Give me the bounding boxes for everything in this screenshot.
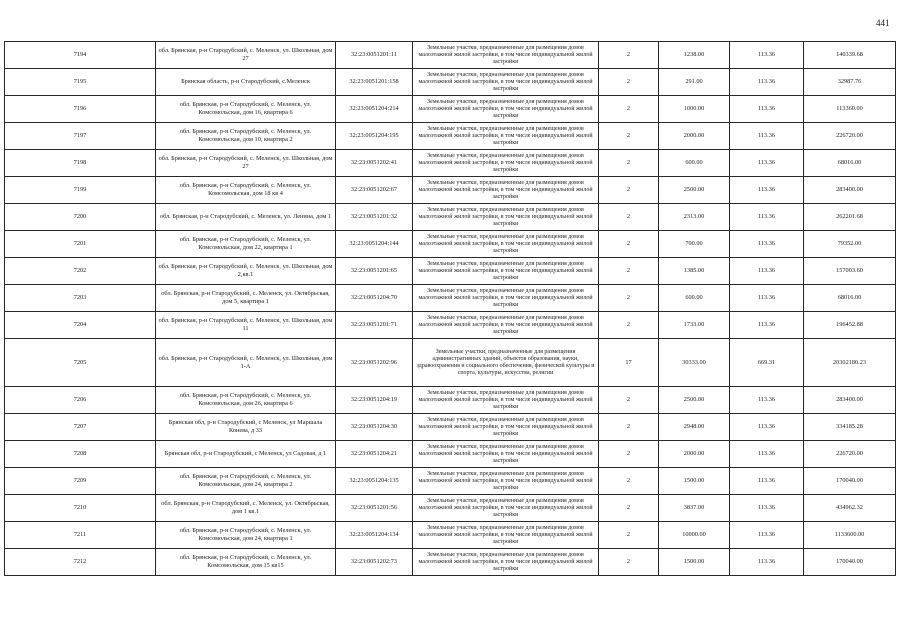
- row-number-cell: 7197: [5, 123, 156, 150]
- address-cell: обл. Брянская, р-н Стародубский, с. Меленск, ул. Октябрьская, дом 1 кв.1: [156, 495, 336, 522]
- group-cell: 2: [599, 123, 659, 150]
- group-cell: 2: [599, 96, 659, 123]
- row-number-cell: 7194: [5, 42, 156, 69]
- address-cell: обл. Брянская, р-н Стародубский, с. Меленск, ул. Комсомольская, дом 26, квартира 6: [156, 387, 336, 414]
- row-number-cell: 7207: [5, 414, 156, 441]
- row-number-cell: 7210: [5, 495, 156, 522]
- area-cell: 1500.00: [659, 549, 730, 576]
- cadastral-value-cell: 68016.00: [804, 150, 896, 177]
- address-cell: обл. Брянская, р-н Стародубский, с. Меленск, ул. Октябрьская, дом 5, квартира 1: [156, 285, 336, 312]
- table-row: [5, 258, 896, 285]
- table-row: [5, 312, 896, 339]
- rate-cell: 113.36: [730, 441, 804, 468]
- rate-cell: 669.31: [730, 339, 804, 387]
- row-number-cell: 7201: [5, 231, 156, 258]
- area-cell: 2000.00: [659, 123, 730, 150]
- area-cell: 3837.00: [659, 495, 730, 522]
- cadastral-number-cell: 32:23:0051202:67: [336, 177, 413, 204]
- table-row: [5, 495, 896, 522]
- rate-cell: 113.36: [730, 69, 804, 96]
- rate-cell: 113.36: [730, 96, 804, 123]
- rate-cell: 113.36: [730, 495, 804, 522]
- cadastral-value-cell: 113360.00: [804, 96, 896, 123]
- address-cell: обл. Брянская, р-н Стародубский, с. Меленск, ул. Школьная, дом 27: [156, 42, 336, 69]
- area-cell: 700.00: [659, 231, 730, 258]
- address-cell: Брянская обл, р-н Стародубский, с Меленск, ул Садовая, д 1: [156, 441, 336, 468]
- cadastral-number-cell: 32:23:0051204:21: [336, 441, 413, 468]
- land-use-cell: Земельные участки, предназначенные для размещения административных зданий, объектов образования, науки, здравоохранения и социального обеспечения, физической культуры и спорта, культуры, искусства, религии: [413, 339, 599, 387]
- cadastral-value-cell: 68016.00: [804, 285, 896, 312]
- cadastral-number-cell: 32:23:0051201:32: [336, 204, 413, 231]
- address-cell: обл. Брянская, р-н Стародубский, с. Меленск, ул. Комсомольская, дом 22, квартира 1: [156, 231, 336, 258]
- group-cell: 2: [599, 312, 659, 339]
- cadastral-number-cell: 32:23:0051204:19: [336, 387, 413, 414]
- table-row: [5, 69, 896, 96]
- table-row: [5, 177, 896, 204]
- cadastral-number-cell: 32:23:0051204:195: [336, 123, 413, 150]
- address-cell: обл. Брянская, р-н Стародубский, с. Меленск, ул. Комсомольская, дом 16, квартира 6: [156, 96, 336, 123]
- row-number-cell: 7212: [5, 549, 156, 576]
- cadastral-number-cell: 32:23:0051204:214: [336, 96, 413, 123]
- group-cell: 2: [599, 204, 659, 231]
- land-use-cell: Земельные участки, предназначенные для размещения домов малоэтажной жилой застройки, в том числе индивидуальной жилой застройки: [413, 204, 599, 231]
- cadastral-number-cell: 32:23:0051204:144: [336, 231, 413, 258]
- rate-cell: 113.36: [730, 204, 804, 231]
- row-number-cell: 7208: [5, 441, 156, 468]
- cadastral-value-cell: 170040.00: [804, 468, 896, 495]
- group-cell: 17: [599, 339, 659, 387]
- land-use-cell: Земельные участки, предназначенные для размещения домов малоэтажной жилой застройки, в том числе индивидуальной жилой застройки: [413, 285, 599, 312]
- area-cell: 2948.00: [659, 414, 730, 441]
- row-number-cell: 7211: [5, 522, 156, 549]
- table-row: [5, 468, 896, 495]
- land-use-cell: Земельные участки, предназначенные для размещения домов малоэтажной жилой застройки, в том числе индивидуальной жилой застройки: [413, 312, 599, 339]
- area-cell: 1385.00: [659, 258, 730, 285]
- group-cell: 2: [599, 387, 659, 414]
- group-cell: 2: [599, 522, 659, 549]
- land-use-cell: Земельные участки, предназначенные для размещения домов малоэтажной жилой застройки, в том числе индивидуальной жилой застройки: [413, 549, 599, 576]
- table-row: [5, 414, 896, 441]
- land-use-cell: Земельные участки, предназначенные для размещения домов малоэтажной жилой застройки, в том числе индивидуальной жилой застройки: [413, 495, 599, 522]
- address-cell: обл. Брянская, р-н Стародубский, с. Меленск, ул. Школьная, дом 11: [156, 312, 336, 339]
- group-cell: 2: [599, 177, 659, 204]
- cadastral-value-cell: 20302180.23: [804, 339, 896, 387]
- group-cell: 2: [599, 495, 659, 522]
- row-number-cell: 7195: [5, 69, 156, 96]
- land-use-cell: Земельные участки, предназначенные для размещения домов малоэтажной жилой застройки, в том числе индивидуальной жилой застройки: [413, 258, 599, 285]
- group-cell: 2: [599, 468, 659, 495]
- cadastral-value-cell: 334185.28: [804, 414, 896, 441]
- address-cell: обл. Брянская, р-н Стародубский, с. Меленск, ул. Школьная, дом 27: [156, 150, 336, 177]
- row-number-cell: 7196: [5, 96, 156, 123]
- cadastral-number-cell: 32:23:0051204:135: [336, 468, 413, 495]
- group-cell: 2: [599, 441, 659, 468]
- cadastral-value-cell: 226720.00: [804, 123, 896, 150]
- table-row: [5, 285, 896, 312]
- rate-cell: 113.36: [730, 387, 804, 414]
- cadastral-value-cell: 32987.76: [804, 69, 896, 96]
- row-number-cell: 7199: [5, 177, 156, 204]
- cadastral-number-cell: 32:23:0051202:73: [336, 549, 413, 576]
- table-row: [5, 339, 896, 387]
- cadastral-value-cell: 283400.00: [804, 177, 896, 204]
- rate-cell: 113.36: [730, 468, 804, 495]
- row-number-cell: 7202: [5, 258, 156, 285]
- area-cell: 2313.00: [659, 204, 730, 231]
- table-row: [5, 231, 896, 258]
- group-cell: 2: [599, 549, 659, 576]
- table-row: [5, 123, 896, 150]
- cadastral-value-cell: 140339.68: [804, 42, 896, 69]
- table-row: [5, 150, 896, 177]
- cadastral-value-cell: 170040.00: [804, 549, 896, 576]
- cadastral-number-cell: 32:23:0051202:41: [336, 150, 413, 177]
- group-cell: 2: [599, 69, 659, 96]
- page-number: 441: [876, 18, 890, 28]
- land-use-cell: Земельные участки, предназначенные для размещения домов малоэтажной жилой застройки, в том числе индивидуальной жилой застройки: [413, 387, 599, 414]
- cadastral-value-cell: 79352.00: [804, 231, 896, 258]
- rate-cell: 113.36: [730, 123, 804, 150]
- row-number-cell: 7204: [5, 312, 156, 339]
- rate-cell: 113.36: [730, 177, 804, 204]
- cadastral-number-cell: 32:23:0051204:30: [336, 414, 413, 441]
- cadastral-value-cell: 283400.00: [804, 387, 896, 414]
- rate-cell: 113.36: [730, 312, 804, 339]
- cadastral-value-cell: 226720.00: [804, 441, 896, 468]
- land-use-cell: Земельные участки, предназначенные для размещения домов малоэтажной жилой застройки, в том числе индивидуальной жилой застройки: [413, 414, 599, 441]
- address-cell: Брянская область, р-н Стародубский, с.Меленск: [156, 69, 336, 96]
- row-number-cell: 7200: [5, 204, 156, 231]
- area-cell: 2500.00: [659, 177, 730, 204]
- area-cell: 1500.00: [659, 468, 730, 495]
- table-row: [5, 522, 896, 549]
- area-cell: 2500.00: [659, 387, 730, 414]
- address-cell: обл. Брянская, р-н Стародубский, с. Меленск, ул. Школьная, дом 2,кв.1: [156, 258, 336, 285]
- land-use-cell: Земельные участки, предназначенные для размещения домов малоэтажной жилой застройки, в том числе индивидуальной жилой застройки: [413, 441, 599, 468]
- address-cell: обл. Брянская, р-н Стародубский, с. Меленск, ул. Комсомольская, дом 24, квартира 1: [156, 522, 336, 549]
- group-cell: 2: [599, 150, 659, 177]
- rate-cell: 113.36: [730, 285, 804, 312]
- area-cell: 600.00: [659, 285, 730, 312]
- rate-cell: 113.36: [730, 414, 804, 441]
- table-row: [5, 204, 896, 231]
- land-use-cell: Земельные участки, предназначенные для размещения домов малоэтажной жилой застройки, в том числе индивидуальной жилой застройки: [413, 123, 599, 150]
- area-cell: 30333.00: [659, 339, 730, 387]
- cadastral-number-cell: 32:23:0051204:70: [336, 285, 413, 312]
- table-row: [5, 96, 896, 123]
- table-body: [5, 42, 896, 576]
- row-number-cell: 7198: [5, 150, 156, 177]
- address-cell: обл. Брянская, р-н Стародубский, с. Меленск, ул. Комсомольская, дом 10, квартира 2: [156, 123, 336, 150]
- group-cell: 2: [599, 258, 659, 285]
- address-cell: обл. Брянская, р-н Стародубский, с. Меленск, ул. Ленина, дом 1: [156, 204, 336, 231]
- group-cell: 2: [599, 414, 659, 441]
- cadastral-number-cell: 32:23:0051201:11: [336, 42, 413, 69]
- rate-cell: 113.36: [730, 258, 804, 285]
- area-cell: 1238.00: [659, 42, 730, 69]
- rate-cell: 113.36: [730, 231, 804, 258]
- row-number-cell: 7209: [5, 468, 156, 495]
- cadastral-number-cell: 32:23:0051202:96: [336, 339, 413, 387]
- row-number-cell: 7203: [5, 285, 156, 312]
- cadastral-number-cell: 32:23:0051201:71: [336, 312, 413, 339]
- land-use-cell: Земельные участки, предназначенные для размещения домов малоэтажной жилой застройки, в том числе индивидуальной жилой застройки: [413, 96, 599, 123]
- table-row: [5, 387, 896, 414]
- rate-cell: 113.36: [730, 42, 804, 69]
- area-cell: 1733.00: [659, 312, 730, 339]
- land-cadastral-table: [4, 41, 896, 576]
- address-cell: обл. Брянская, р-н Стародубский, с. Меленск, ул. Комсомольская, дом 15 кв15: [156, 549, 336, 576]
- area-cell: 600.00: [659, 150, 730, 177]
- table-row: [5, 549, 896, 576]
- cadastral-number-cell: 32:23:0051204:134: [336, 522, 413, 549]
- group-cell: 2: [599, 42, 659, 69]
- area-cell: 2000.00: [659, 441, 730, 468]
- group-cell: 2: [599, 231, 659, 258]
- land-use-cell: Земельные участки, предназначенные для размещения домов малоэтажной жилой застройки, в том числе индивидуальной жилой застройки: [413, 150, 599, 177]
- address-cell: обл. Брянская, р-н Стародубский, с. Меленск, ул. Школьная, дом 1-А: [156, 339, 336, 387]
- cadastral-number-cell: 32:23:0051201:158: [336, 69, 413, 96]
- area-cell: 291.00: [659, 69, 730, 96]
- cadastral-value-cell: 262201.68: [804, 204, 896, 231]
- area-cell: 10000.00: [659, 522, 730, 549]
- table-row: [5, 42, 896, 69]
- table-row: [5, 441, 896, 468]
- rate-cell: 113.36: [730, 150, 804, 177]
- cadastral-value-cell: 434962.32: [804, 495, 896, 522]
- group-cell: 2: [599, 285, 659, 312]
- area-cell: 1000.00: [659, 96, 730, 123]
- land-use-cell: Земельные участки, предназначенные для размещения домов малоэтажной жилой застройки, в том числе индивидуальной жилой застройки: [413, 69, 599, 96]
- row-number-cell: 7206: [5, 387, 156, 414]
- cadastral-value-cell: 196452.88: [804, 312, 896, 339]
- address-cell: обл. Брянская, р-н Стародубский, с. Меленск, ул. Комсомольская, дом 24, квартира 2: [156, 468, 336, 495]
- land-use-cell: Земельные участки, предназначенные для размещения домов малоэтажной жилой застройки, в том числе индивидуальной жилой застройки: [413, 468, 599, 495]
- cadastral-value-cell: 157003.60: [804, 258, 896, 285]
- rate-cell: 113.36: [730, 549, 804, 576]
- rate-cell: 113.36: [730, 522, 804, 549]
- cadastral-value-cell: 1133600.00: [804, 522, 896, 549]
- land-use-cell: Земельные участки, предназначенные для размещения домов малоэтажной жилой застройки, в том числе индивидуальной жилой застройки: [413, 42, 599, 69]
- land-use-cell: Земельные участки, предназначенные для размещения домов малоэтажной жилой застройки, в том числе индивидуальной жилой застройки: [413, 522, 599, 549]
- cadastral-number-cell: 32:23:0051201:56: [336, 495, 413, 522]
- address-cell: Брянская обл, р-н Стародубский, с Меленск, ул Маршала Конева, д 33: [156, 414, 336, 441]
- row-number-cell: 7205: [5, 339, 156, 387]
- address-cell: обл. Брянская, р-н Стародубский, с. Меленск, ул. Комсомольская, дом 18 кв 4: [156, 177, 336, 204]
- land-use-cell: Земельные участки, предназначенные для размещения домов малоэтажной жилой застройки, в том числе индивидуальной жилой застройки: [413, 231, 599, 258]
- cadastral-number-cell: 32:23:0051201:65: [336, 258, 413, 285]
- land-use-cell: Земельные участки, предназначенные для размещения домов малоэтажной жилой застройки, в том числе индивидуальной жилой застройки: [413, 177, 599, 204]
